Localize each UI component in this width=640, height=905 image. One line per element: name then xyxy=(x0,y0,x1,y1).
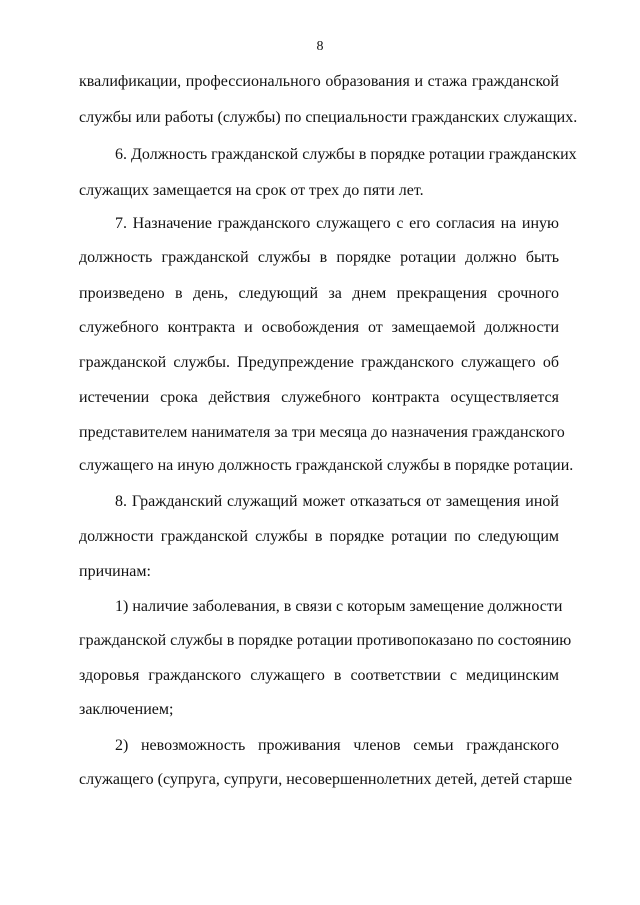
text-line: должности гражданской службы в порядке ротации по следующим xyxy=(79,528,559,545)
text-line: 8. Гражданский служащий может отказаться от замещения иной xyxy=(115,493,559,510)
text-line: 1) наличие заболевания, в связи с которым замещение должности xyxy=(115,598,563,615)
text-line: произведено в день, следующий за днем прекращения срочного xyxy=(79,285,559,302)
text-line: здоровья гражданского служащего в соответствии с медицинским xyxy=(79,667,559,684)
text-line: 2) невозможность проживания членов семьи гражданского xyxy=(115,737,559,754)
text-line: служащего (супруга, супруги, несовершеннолетних детей, детей старше xyxy=(79,771,573,788)
text-line: 6. Должность гражданской службы в порядке ротации гражданских xyxy=(115,146,577,163)
text-line: причинам: xyxy=(79,563,151,580)
text-line: гражданской службы в порядке ротации противопоказано по состоянию xyxy=(79,632,572,649)
text-line: должность гражданской службы в порядке ротации должно быть xyxy=(79,249,559,266)
text-line: квалификации, профессионального образования и стажа гражданской xyxy=(79,73,559,90)
text-line: служащих замещается на срок от трех до пяти лет. xyxy=(79,182,424,199)
text-line: служебного контракта и освобождения от замещаемой должности xyxy=(79,319,559,336)
page-number: 8 xyxy=(316,39,324,54)
text-line: служащего на иную должность гражданской службы в порядке ротации. xyxy=(79,457,574,474)
text-line: представителем нанимателя за три месяца до назначения гражданского xyxy=(79,424,565,441)
text-line: службы или работы (службы) по специальности гражданских служащих. xyxy=(79,109,578,126)
text-line: 7. Назначение гражданского служащего с его согласия на иную xyxy=(115,215,559,232)
text-line: истечении срока действия служебного контракта осуществляется xyxy=(79,389,559,406)
text-line: гражданской службы. Предупреждение гражданского служащего об xyxy=(79,354,559,371)
text-line: заключением; xyxy=(79,701,174,718)
